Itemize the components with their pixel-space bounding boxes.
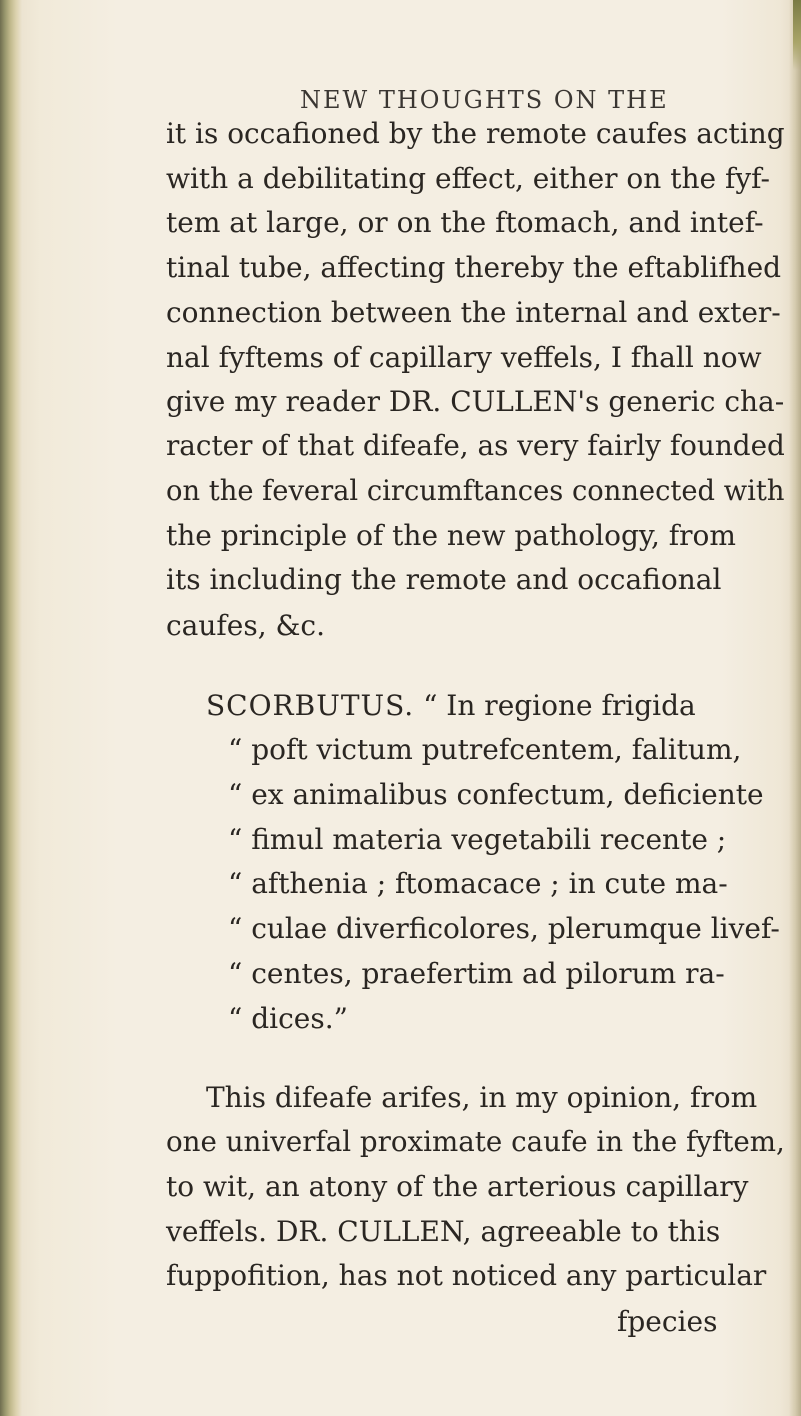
quote-first-line-text: “ In regione frigida — [423, 689, 696, 722]
paragraph-2-line-2: one univerfal proximate caufe in the fyftem, — [166, 1125, 785, 1158]
paragraph-2-line-1: This difeafe arifes, in my opinion, from — [206, 1081, 758, 1114]
paragraph-1-line-1: it is occafioned by the remote caufes acting — [166, 117, 785, 150]
paragraph-1-line-2: with a debilitating effect, either on the fyf- — [166, 162, 770, 195]
paragraph-2-line-4: veffels. DR. CULLEN, agreeable to this — [166, 1215, 721, 1248]
page-right-edge — [789, 0, 801, 1416]
quote-line-6: “ centes, praefertim ad pilorum ra- — [228, 957, 725, 990]
quote-heading: SCORBUTUS. — [206, 689, 415, 722]
paragraph-1-line-12: caufes, &c. — [166, 609, 326, 642]
paragraph-1-line-5: connection between the internal and exter- — [166, 296, 781, 329]
paragraph-1-line-3: tem at large, or on the ftomach, and intef- — [166, 206, 764, 239]
paragraph-1-line-8: racter of that difeafe, as very fairly founded — [166, 429, 785, 462]
paragraph-2-line-5: fuppofition, has not noticed any particular — [166, 1259, 767, 1292]
catchword: fpecies — [617, 1305, 718, 1338]
quote-line-3: “ fimul materia vegetabili recente ; — [228, 823, 727, 856]
binding-edge — [0, 0, 22, 1416]
page-corner-shadow — [793, 0, 801, 70]
running-head: NEW THOUGHTS ON THE — [300, 86, 669, 114]
quote-line-5: “ culae diverficolores, plerumque livef- — [228, 912, 780, 945]
paragraph-1-line-4: tinal tube, affecting thereby the eftablifhed — [166, 251, 782, 284]
quote-first-line — [206, 688, 696, 724]
paragraph-1-line-11: its including the remote and occafional — [166, 563, 722, 596]
paragraph-1-line-7: give my reader DR. CULLEN's generic cha- — [166, 385, 785, 418]
paragraph-1-line-9: on the feveral circumftances connected with — [166, 474, 785, 507]
paragraph-1-line-10: the principle of the new pathology, from — [166, 519, 736, 552]
quote-line-1: “ poft victum putrefcentem, falitum, — [228, 733, 742, 766]
quote-line-2: “ ex animalibus confectum, deficiente — [228, 778, 764, 811]
paragraph-1-line-6: nal fyftems of capillary veffels, I fhall now — [166, 341, 762, 374]
paragraph-2-line-3: to wit, an atony of the arterious capillary — [166, 1170, 749, 1203]
quote-line-4: “ afthenia ; ftomacace ; in cute ma- — [228, 867, 728, 900]
quote-line-7: “ dices.” — [228, 1002, 348, 1035]
